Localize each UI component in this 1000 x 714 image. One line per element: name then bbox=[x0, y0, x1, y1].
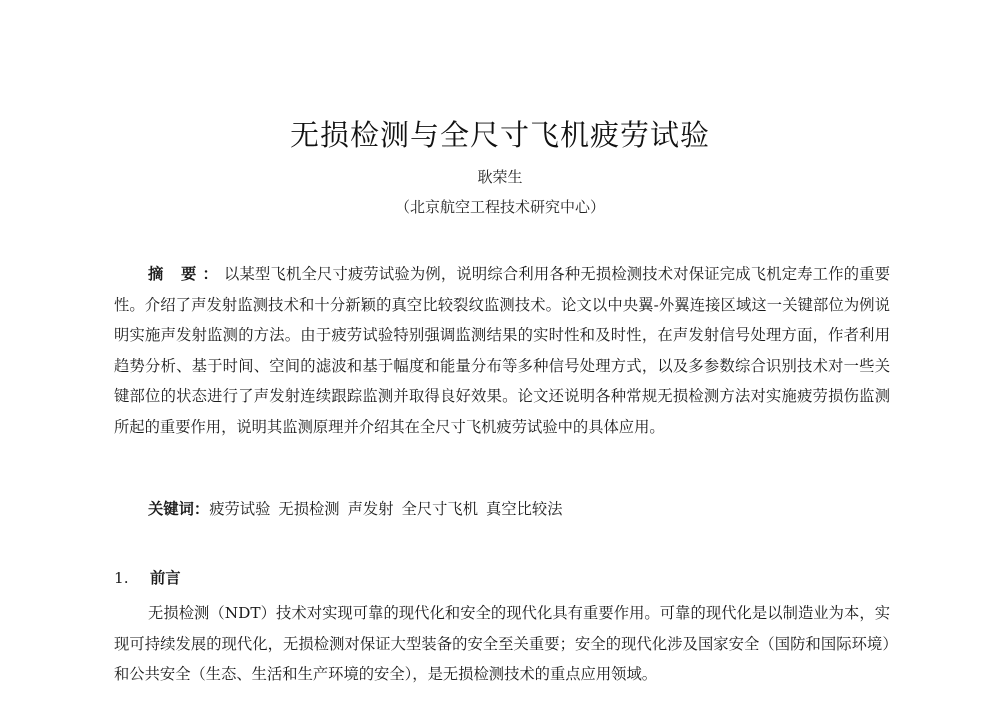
keywords-label: 关键词： bbox=[148, 500, 210, 518]
keyword: 疲劳试验 bbox=[209, 500, 271, 518]
section-heading bbox=[114, 563, 181, 593]
author-name: 耿荣生 bbox=[477, 168, 523, 186]
section-number: 1. bbox=[114, 569, 129, 587]
keywords-line bbox=[148, 494, 571, 524]
keyword: 全尺寸飞机 bbox=[401, 500, 479, 518]
author-affiliation: （北京航空工程技术研究中心） bbox=[394, 198, 605, 216]
keyword: 无损检测 bbox=[278, 500, 340, 518]
section-body-paragraph: 无损检测（NDT）技术对实现可靠的现代化和安全的现代化具有重要作用。可靠的现代化是以制造业为本，实现可持续发展的现代化，无损检测对保证大型装备的安全至关重要；安全的现代化涉及国家安全（国防和国际环境）和公共安全（生态、生活和生产环境的安全），是无损检测技术的重点应用领域。 bbox=[114, 604, 890, 683]
keyword: 声发射 bbox=[347, 500, 394, 518]
paper-title: 无损检测与全尺寸飞机疲劳试验 bbox=[289, 118, 710, 152]
abstract-text: 以某型飞机全尺寸疲劳试验为例，说明综合利用各种无损检测技术对保证完成飞机定寿工作的重要性。介绍了声发射监测技术和十分新颖的真空比较裂纹监测技术。论文以中央翼-外翼连接区域这一关键部位为例说明实施声发射监测的方法。由于疲劳试验特别强调监测结果的实时性和及时性，在声发射信号处理方面，作者利用趋势分析、基于时间、空间的滤波和基于幅度和能量分布等多种信号处理方式，以及多参数综合识别技术对一些关键部位的状态进行了声发射连续跟踪监测并取得良好效果。论文还说明各种常规无损检测方法对实施疲劳损伤监测所起的重要作用，说明其监测原理并介绍其在全尺寸飞机疲劳试验中的具体应用。 bbox=[114, 265, 890, 436]
abstract-paragraph bbox=[114, 259, 890, 442]
keyword: 真空比较法 bbox=[486, 500, 563, 518]
abstract-label: 摘 要： bbox=[148, 265, 224, 283]
section-title: 前言 bbox=[150, 569, 181, 587]
